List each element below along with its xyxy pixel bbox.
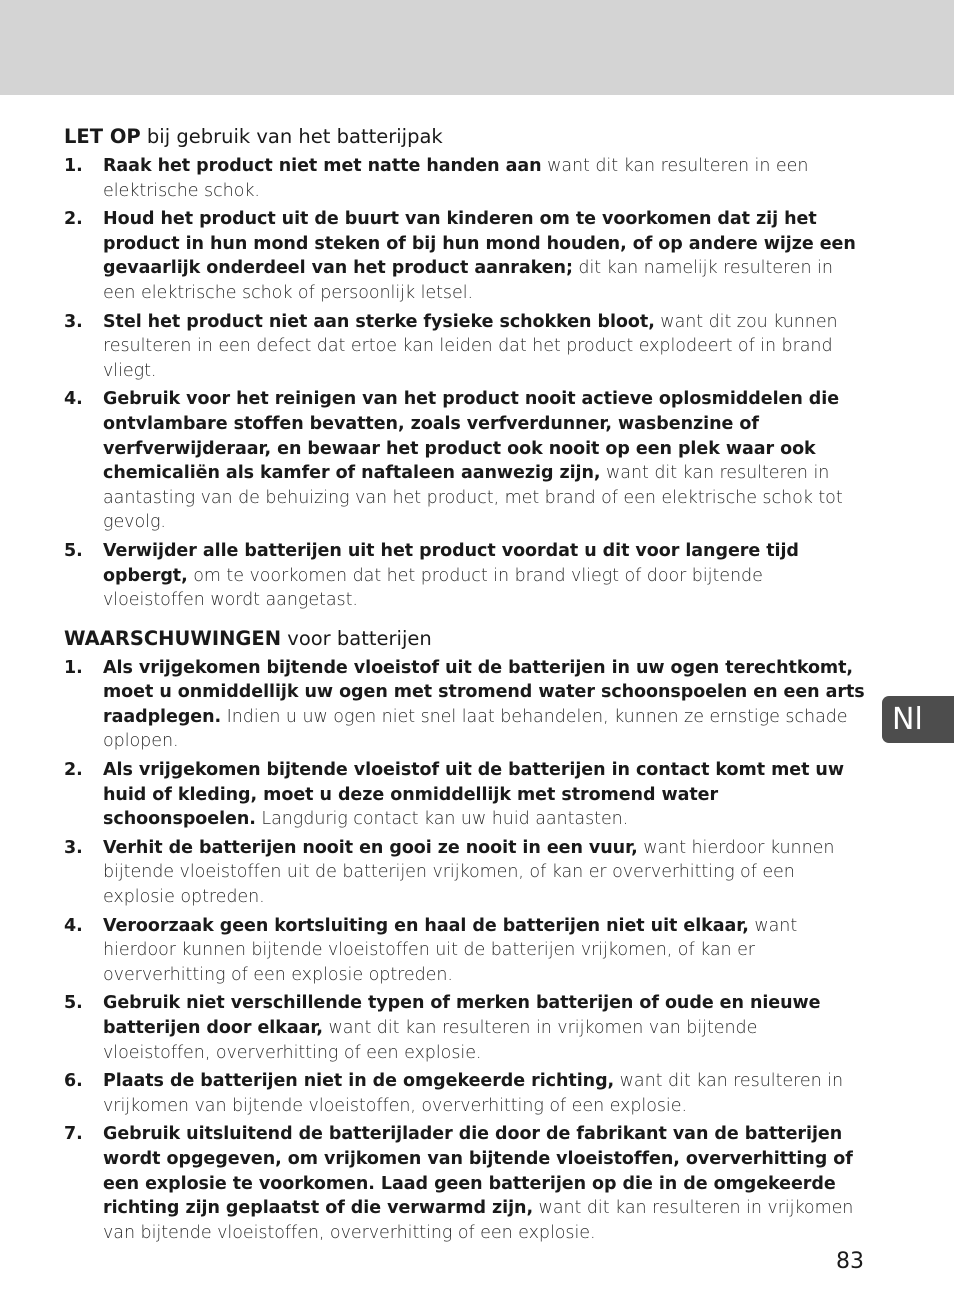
item-bold-text: Houd het product uit de buurt van kinderen om te voorkomen dat zij het product in hun mond steken of bij hun mond houden, of op andere wijze een gevaarlijk onderdeel van het product aanraken; xyxy=(103,209,856,279)
list-item xyxy=(64,1122,870,1245)
item-regular-text: want dit kan resulteren in vrijkomen van bijtende vloeistoffen, oververhitting of een explosie. xyxy=(103,1071,843,1116)
item-number: 5. xyxy=(64,993,83,1014)
item-regular-text: want dit kan resulteren in aantasting van de behuizing van het product, met brand of een elektrische schok tot gevolg. xyxy=(103,463,843,533)
item-number: 6. xyxy=(64,1071,83,1092)
item-bold-text: Verhit de batterijen nooit en gooi ze nooit in een vuur, xyxy=(103,837,638,858)
list-item xyxy=(64,991,870,1065)
caution-list xyxy=(64,154,870,613)
item-regular-text: want dit kan resulteren in vrijkomen van bijtende vloeistoffen, oververhitting of een explosie. xyxy=(103,1018,758,1063)
item-regular-text: dit kan namelijk resulteren in een elektrische schok of persoonlijk letsel. xyxy=(103,258,833,303)
item-number: 2. xyxy=(64,209,83,230)
heading-rest-part: bij gebruik van het batterijpak xyxy=(140,125,443,148)
item-regular-text: want dit kan resulteren in een elektrische schok. xyxy=(103,156,809,201)
item-bold-text: Verwijder alle batterijen uit het product voordat u dit voor langere tijd opbergt, xyxy=(103,540,799,586)
page-content xyxy=(64,124,870,1249)
heading-bold-part: LET OP xyxy=(64,125,141,148)
list-item xyxy=(64,207,870,305)
item-number: 7. xyxy=(64,1124,83,1145)
item-regular-text: Indien u uw ogen niet snel laat behandelen, kunnen ze ernstige schade oplopen. xyxy=(103,706,848,752)
heading-rest-part: voor batterijen xyxy=(281,626,432,650)
item-number: 2. xyxy=(64,760,83,781)
item-bold-text: Als vrijgekomen bijtende vloeistof uit de batterijen in contact komt met uw huid of kleding, moet u deze onmiddellijk met stromend water schoonspoelen. xyxy=(103,760,844,830)
list-item xyxy=(64,656,870,754)
item-number: 4. xyxy=(64,915,83,936)
item-bold-text: Stel het product niet aan sterke fysieke schokken bloot, xyxy=(103,311,655,332)
item-number: 1. xyxy=(64,156,83,176)
item-regular-text: want hierdoor kunnen bijtende vloeistoffen uit de batterijen vrijkomen, of kan er oververhitting of een explosie optreden. xyxy=(103,837,835,908)
list-item xyxy=(64,914,870,988)
list-item xyxy=(64,1069,870,1118)
header-band xyxy=(0,0,954,95)
item-regular-text: want hierdoor kunnen bijtende vloeistoffen uit de batterijen vrijkomen, of kan er oververhitting of een explosie optreden. xyxy=(103,915,798,985)
heading-bold-part: WAARSCHUWINGEN xyxy=(64,626,282,650)
item-bold-text: Plaats de batterijen niet in de omgekeerde richting, xyxy=(103,1071,615,1092)
list-item xyxy=(64,836,870,910)
item-regular-text: Langdurig contact kan uw huid aantasten. xyxy=(255,809,629,830)
page-number: 83 xyxy=(836,1249,864,1274)
list-item xyxy=(64,387,870,535)
item-bold-text: Gebruik voor het reinigen van het product nooit actieve oplosmiddelen die ontvlambare stoffen bevatten, zoals verfverdunner, wasbenzine of verfverwijderaar, en bewaar het product ook nooit op een plek waar ook chemicaliën als kamfer of naftaleen aanwezig zijn, xyxy=(103,389,840,484)
section-heading-warnings xyxy=(64,626,870,652)
item-regular-text: want dit zou kunnen resulteren in een defect dat ertoe kan leiden dat het product explodeert of in brand vliegt. xyxy=(103,311,838,381)
item-number: 3. xyxy=(64,837,83,858)
list-item xyxy=(64,539,870,613)
item-bold-text: Gebruik uitsluitend de batterijlader die door de fabrikant van de batterijen wordt opgegeven, om vrijkomen van bijtende vloeistoffen, oververhitting of een explosie te voorkomen. Laad geen batterijen op die in de omgekeerde richting zijn geplaatst of die verwarmd zijn, xyxy=(103,1124,853,1219)
item-bold-text: Gebruik niet verschillende typen of merken batterijen of oude en nieuwe batterijen door elkaar, xyxy=(103,993,821,1038)
item-regular-text: want dit kan resulteren in vrijkomen van bijtende vloeistoffen, oververhitting of een explosie. xyxy=(103,1198,854,1243)
item-number: 4. xyxy=(64,389,83,410)
item-regular-text: om te voorkomen dat het product in brand vliegt of door bijtende vloeistoffen wordt aangetast. xyxy=(103,565,763,611)
item-number: 1. xyxy=(64,657,83,678)
language-tab: Nl xyxy=(882,696,954,743)
item-bold-text: Als vrijgekomen bijtende vloeistof uit de batterijen in uw ogen terechtkomt, moet u onmiddellijk uw ogen met stromend water schoonspoelen en een arts raadplegen. xyxy=(103,657,865,727)
item-bold-text: Veroorzaak geen kortsluiting en haal de batterijen niet uit elkaar, xyxy=(103,915,749,936)
item-bold-text: Raak het product niet met natte handen aan xyxy=(103,156,542,176)
list-item xyxy=(64,758,870,832)
section-heading-caution xyxy=(64,124,870,150)
list-item xyxy=(64,154,870,203)
item-number: 3. xyxy=(64,311,83,332)
item-number: 5. xyxy=(64,540,83,561)
warnings-list xyxy=(64,656,870,1246)
list-item xyxy=(64,310,870,384)
